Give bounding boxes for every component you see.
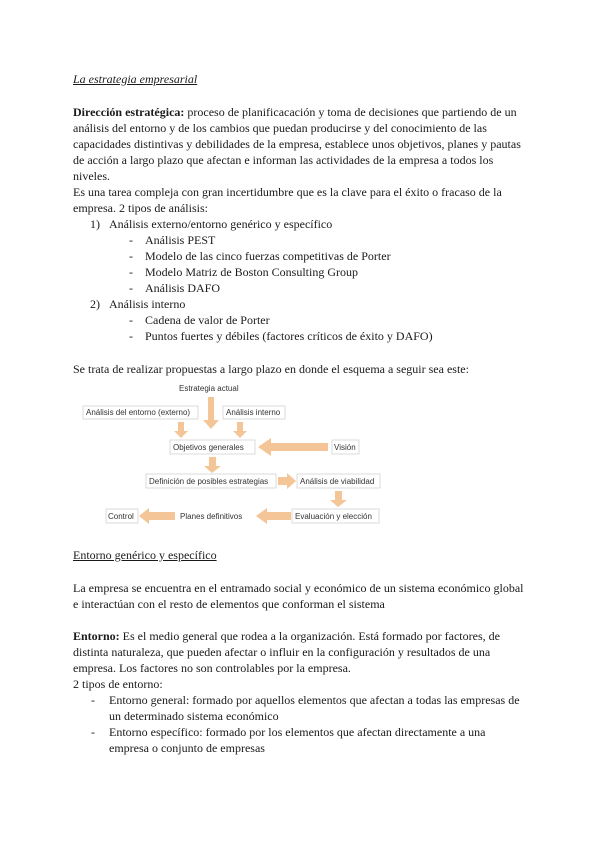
section-title-estrategia: La estrategia empresarial <box>73 72 198 86</box>
dash-marker: - <box>91 725 95 739</box>
strategy-diagram <box>80 380 400 528</box>
entorno-line-2: distinta naturaleza, que pueden afectar o influir en la configuración y resultados de una <box>73 645 491 659</box>
arrow-shape <box>258 438 271 456</box>
entorno-line-4: 2 tipos de entorno: <box>73 677 163 691</box>
arrow-shape <box>233 431 247 438</box>
entorno-rest: Es el medio general que rodea a la organización. Está formado por factores, de <box>119 629 500 643</box>
arrow-shape <box>203 420 219 429</box>
tarea-line-1: Es una tarea compleja con gran incertidumbre que es la clave para el éxito o fracaso de la <box>73 185 502 199</box>
entorno-general-line-2: un determinado sistema económico <box>109 709 279 723</box>
arrow-shape <box>330 500 347 507</box>
arrow-shape <box>174 431 188 438</box>
list-subitem: Análisis PEST <box>145 233 216 247</box>
diagram-label-vision: Visión <box>334 443 356 452</box>
arrow-shape <box>256 508 267 524</box>
arrow-shape <box>178 422 184 432</box>
arrow-shape <box>139 508 149 524</box>
direccion-term: Dirección estratégica: <box>73 105 185 119</box>
list-item-analisis-interno: Análisis interno <box>109 297 186 311</box>
entorno-especifico-line-2: empresa o conjunto de empresas <box>109 741 265 755</box>
arrow-shape <box>287 473 296 489</box>
dash-marker: - <box>129 281 133 295</box>
entorno-term: Entorno: <box>73 629 120 643</box>
arrow-shape <box>237 422 243 432</box>
direccion-line-4: de acción a largo plazo que afectan e informan las actividades de la empresa a todos los <box>73 153 494 167</box>
list-subitem: Puntos fuertes y débiles (factores críticos de éxito y DAFO) <box>145 329 433 343</box>
list-subitem: Análisis DAFO <box>145 281 221 295</box>
diagram-label-control: Control <box>108 512 134 521</box>
diagram-label-planes: Planes definitivos <box>180 512 243 521</box>
dash-marker: - <box>129 265 133 279</box>
direccion-line-2: análisis del entorno y de los cambios que puedan producirse y del conocimiento de las <box>73 121 487 135</box>
direccion-line-3: capacidades distintivas y debilidades de la empresa, establece unos objetivos, planes y pautas <box>73 137 521 151</box>
list-number-1: 1) <box>90 217 100 231</box>
dash-marker: - <box>129 249 133 263</box>
arrow-shape <box>278 477 288 485</box>
entorno-general-line-1: Entorno general: formado por aquellos elementos que afectan a todas las empresas de <box>109 693 520 707</box>
direccion-line-1 <box>73 104 517 120</box>
direccion-line-5: niveles. <box>73 169 110 183</box>
entorno-line-1 <box>73 628 500 644</box>
arrow-shape <box>335 491 342 501</box>
entorno-line-3: empresa. Los factores no son controlables por la empresa. <box>73 661 351 675</box>
diagram-label-estrategia: Estrategia actual <box>179 384 239 393</box>
section-title-entorno: Entorno genérico y específico <box>73 548 217 562</box>
arrow-shape <box>204 466 221 473</box>
dash-marker: - <box>129 233 133 247</box>
list-item-analisis-externo: Análisis externo/entorno genérico y específico <box>109 217 333 231</box>
empresa-line-2: e interactúan con el resto de elementos que conforman el sistema <box>73 597 385 611</box>
tarea-line-2: empresa. 2 tipos de análisis: <box>73 201 208 215</box>
diagram-label-interno: Análisis interno <box>226 408 281 417</box>
list-subitem: Cadena de valor de Porter <box>145 313 270 327</box>
diagram-label-objetivos: Objetivos generales <box>173 443 244 452</box>
entorno-especifico-line-1: Entorno específico: formado por los elementos que afectan directamente a una <box>109 725 486 739</box>
diagram-label-evaluacion: Evaluación y elección <box>295 512 372 521</box>
list-number-2: 2) <box>90 297 100 311</box>
list-subitem: Modelo de las cinco fuerzas competitivas de Porter <box>145 249 391 263</box>
diagram-label-definicion: Definición de posibles estrategias <box>149 477 269 486</box>
empresa-line-1: La empresa se encuentra en el entramado social y económico de un sistema económico global <box>73 581 524 595</box>
propuestas-text: Se trata de realizar propuestas a largo plazo en donde el esquema a seguir sea este: <box>73 362 469 376</box>
diagram-label-entorno: Análisis del entorno (externo) <box>86 408 191 417</box>
arrow-shape <box>148 512 175 520</box>
arrow-shape <box>209 457 216 467</box>
dash-marker: - <box>91 693 95 707</box>
arrow-shape <box>270 443 328 451</box>
list-subitem: Modelo Matriz de Boston Consulting Group <box>145 265 358 279</box>
diagram-label-viabilidad: Análisis de viabilidad <box>300 477 375 486</box>
arrow-shape <box>208 397 214 421</box>
dash-marker: - <box>129 313 133 327</box>
arrow-shape <box>266 512 291 520</box>
direccion-rest: proceso de planificacación y toma de decisiones que partiendo de un <box>184 105 517 119</box>
dash-marker: - <box>129 329 133 343</box>
